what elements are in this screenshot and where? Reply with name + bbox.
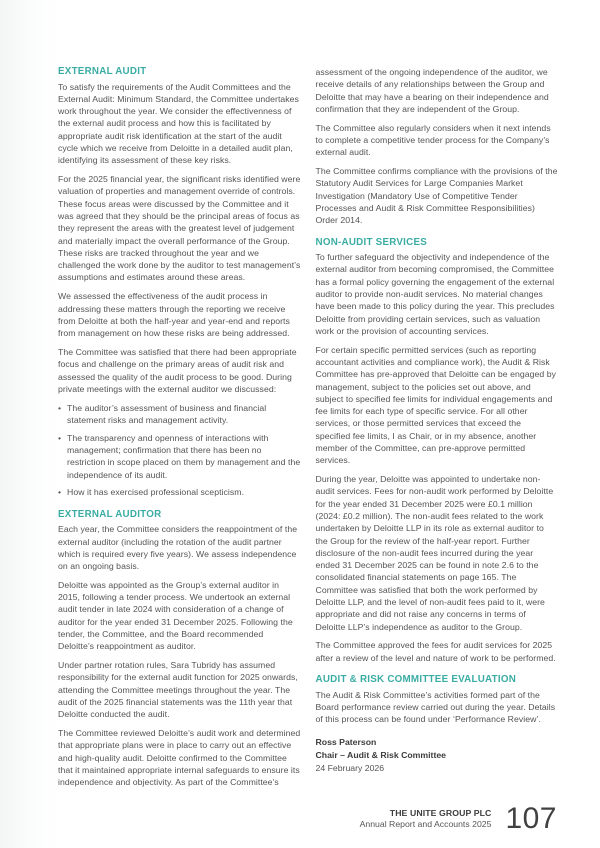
paragraph: The Committee reviewed Deloitte’s audit work and determined that appropriate plans were in place to carry out an effective and high-quality audit. Deloitte confirmed to the Committee that it maintained appropriate internal safeguards to ensure its independence and objectivity. As part of the Committee’s xyxy=(58,728,301,788)
section-heading: EXTERNAL AUDIT xyxy=(58,66,147,77)
signature-date: 24 February 2026 xyxy=(315,762,385,773)
paragraph: The Committee was satisfied that there had been appropriate focus and challenge on the primary areas of audit risk and assessed the quality of the audit process to be good. During private meetings with the external auditor we discussed: xyxy=(58,346,297,394)
paragraph: Under partner rotation rules, Sara Tubridy has assumed responsibility for the external audit function for 2025 onwards, attending the Committee meetings throughout the year. The audit of the 2025 financial statements was the 11th year that Deloitte conducted the audit. xyxy=(58,660,298,720)
signature-role: Chair – Audit & Risk Committee xyxy=(315,750,446,761)
section-heading: EXTERNAL AUDITOR xyxy=(58,508,162,520)
bullet-item: • The auditor’s assessment of business and financial statement risks and management activity. xyxy=(58,402,301,427)
bullet-item: • The transparency and openness of interactions with management; confirmation that there has been no restriction in scope placed on them by management and the independence of its audit. xyxy=(58,432,301,481)
left-column xyxy=(58,66,301,795)
paragraph: During the year, Deloitte was appointed to undertake non-audit services. Fees for non-audit work performed by Deloitte for the year ended 31 December 2025 were £0.1 million (2024: £0.2 million). The non-audit fees related to the work undertaken by Deloitte LLP in its role as external auditor to the Group for the review of the half-year report. Further disclosure of the non-audit fees incurred during the year ended 31 December 2025 can be found in note 2.6 to the consolidated financial statements on page 165. The Committee was satisfied that both the work performed by Deloitte LLP, and the level of non-audit fees paid to it, were appropriate and did not raise any concerns in terms of Deloitte LLP’s independence as auditor to the Group. xyxy=(315,474,554,632)
right-column xyxy=(316,66,559,795)
paragraph: We assessed the effectiveness of the audit process in addressing these matters through the reporting we receive from Deloitte at both the half-year and year-end and reports from management on how these risks are being addressed. xyxy=(58,291,290,339)
paragraph: The Committee confirms compliance with the provisions of the Statutory Audit Services for Large Companies Market Investigation (Mandatory Use of Competitive Tender Processes and Audit & Risk Committee Responsibilities) Order 2014. xyxy=(315,166,558,226)
footer-company-name: THE UNITE GROUP PLC xyxy=(389,807,492,818)
page-footer xyxy=(360,804,557,834)
bullet-item: • How it has exercised professional scepticism. xyxy=(58,486,301,498)
paragraph: Deloitte was appointed as the Group’s external auditor in 2015, following a tender process. We undertook an external audit tender in late 2024 with consideration of a change of auditor for the year ended 31 December 2025. Following the tender, the Committee, and the Board recommended Deloitte’s reappointment as auditor. xyxy=(58,579,293,652)
paragraph: The Committee approved the fees for audit services for 2025 after a review of the level and nature of work to be performed. xyxy=(315,640,556,663)
paragraph: Each year, the Committee considers the reappointment of the external auditor (including the rotation of the audit partner which is required every five years). We assess independence on an ongoing basis. xyxy=(58,524,298,572)
paragraph: For the 2025 financial year, the significant risks identified were valuation of properties and management override of controls. These focus areas were discussed by the Committee and it was agreed that they should be the principal areas of focus as they represent the areas with the greatest level of judgement and materially impact the overall performance of the Group. These risks are tracked throughout the year and we challenged the work done by the auditor to test management’s assumptions and estimates around these areas. xyxy=(58,174,301,283)
footer-text-block xyxy=(360,808,492,831)
page-content xyxy=(58,66,558,795)
page-number: 107 xyxy=(505,802,557,835)
paragraph: For certain specific permitted services (such as reporting accountant activities and compliance work), the Audit & Risk Committee has pre-approved that Deloitte can be engaged by management, subject to the policies set out above, and subject to specified fee limits for individual engagements and fee limits for each type of specific service. For all other services, or those permitted services that exceed the specified fee limits, I as Chair, or in my absence, another member of the Committee, can pre-approve permitted services. xyxy=(315,344,557,466)
paragraph: To further safeguard the objectivity and independence of the external auditor from becoming compromised, the Committee has a formal policy governing the engagement of the external auditor to provide non-audit services. No material changes have been made to this policy during the year. This precludes Deloitte from providing certain services, such as valuation work or the provision of accounting services. xyxy=(315,252,555,336)
signature-name: Ross Paterson xyxy=(315,737,377,748)
signature-block xyxy=(316,736,559,774)
paragraph: The Audit & Risk Committee’s activities formed part of the Board performance review carried out during the year. Details of this process can be found under ‘Performance Review’. xyxy=(315,689,556,725)
section-heading: NON-AUDIT SERVICES xyxy=(315,236,428,248)
paragraph: The Committee also regularly considers when it next intends to complete a competitive tender process for the Company’s external audit. xyxy=(315,122,551,158)
paragraph: assessment of the ongoing independence of the auditor, we receive details of any relationships between the Group and Deloitte that may have a bearing on their independence and confirmation that they are independent of the Group. xyxy=(315,67,549,114)
paragraph: To satisfy the requirements of the Audit Committees and the External Audit: Minimum Standard, the Committee undertakes work throughout the year. We consider the effectivenness of the external audit process and how this is facilitated by appropriate audit risk identification at the start of the audit cycle which we receive from Deloitte in a detailed audit plan, identifying its assessment of these key risks. xyxy=(58,81,299,166)
bullet-list xyxy=(58,402,301,499)
section-heading: AUDIT & RISK COMMITTEE EVALUATION xyxy=(315,674,517,686)
footer-report-title: Annual Report and Accounts 2025 xyxy=(359,819,492,829)
